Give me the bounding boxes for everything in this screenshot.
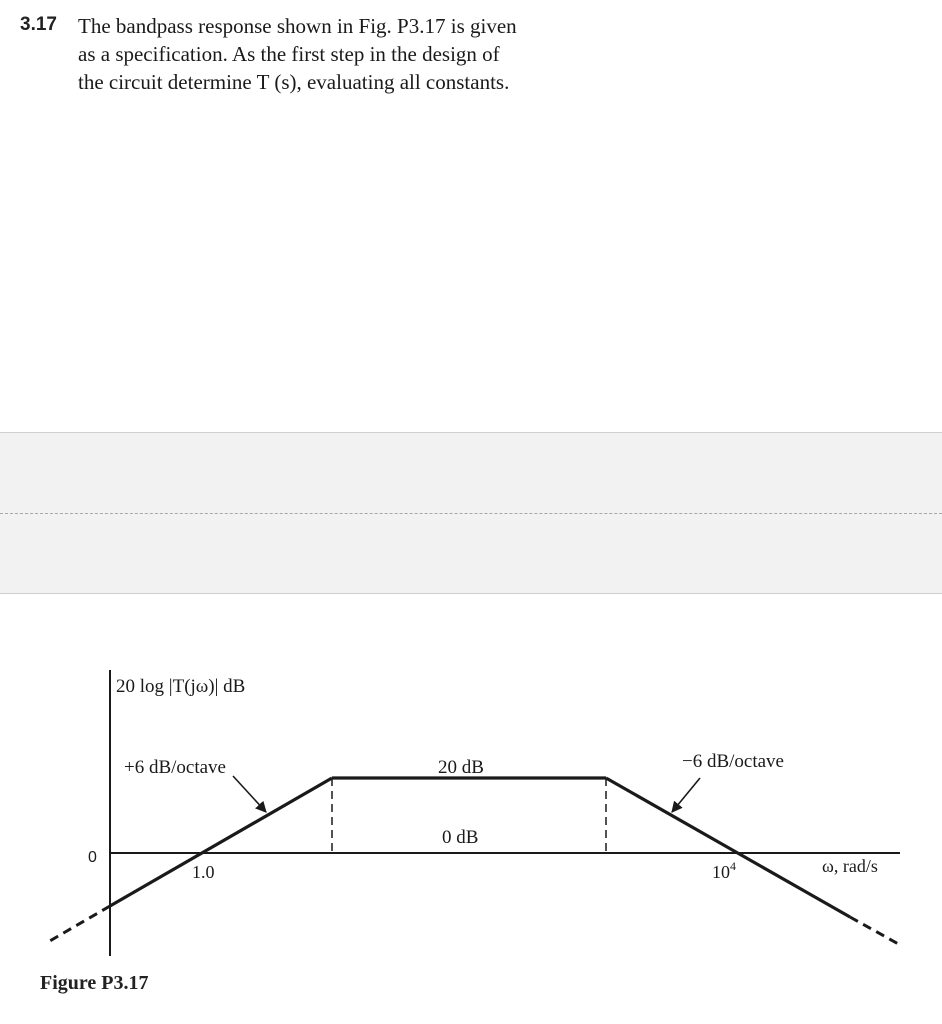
passband-label: 20 dB (438, 757, 484, 778)
rising-extension (48, 906, 110, 942)
tick-left-label: 1.0 (192, 862, 215, 882)
problem-line: the circuit determine T (s), evaluating all constants. (78, 70, 510, 94)
y-axis-label: 20 log |T(jω)| dB (116, 676, 246, 697)
problem-text (78, 12, 598, 96)
answer-separator-band (0, 432, 942, 594)
problem-number: 3.17 (20, 14, 57, 35)
dashed-divider (0, 513, 942, 514)
tick-right-exponent: 4 (730, 859, 736, 873)
slope-right-label: −6 dB/octave (682, 751, 784, 772)
figure-caption: Figure P3.17 (40, 972, 149, 994)
slope-left-label: +6 dB/octave (124, 757, 226, 778)
tick-right-label (712, 859, 736, 882)
falling-asymptote (606, 778, 850, 917)
problem-line: as a specification. As the first step in the design of (78, 42, 500, 66)
rising-asymptote (110, 778, 332, 906)
bode-figure (0, 600, 942, 970)
zero-db-label: 0 dB (442, 827, 479, 848)
tick-right-base: 10 (712, 862, 730, 882)
slope-right-arrow (672, 778, 700, 812)
x-axis-label: ω, rad/s (822, 856, 878, 876)
slope-left-arrow (233, 776, 266, 812)
zero-label: 0 (88, 849, 97, 866)
falling-extension (850, 917, 902, 946)
problem-line: The bandpass response shown in Fig. P3.17 is given (78, 14, 517, 38)
